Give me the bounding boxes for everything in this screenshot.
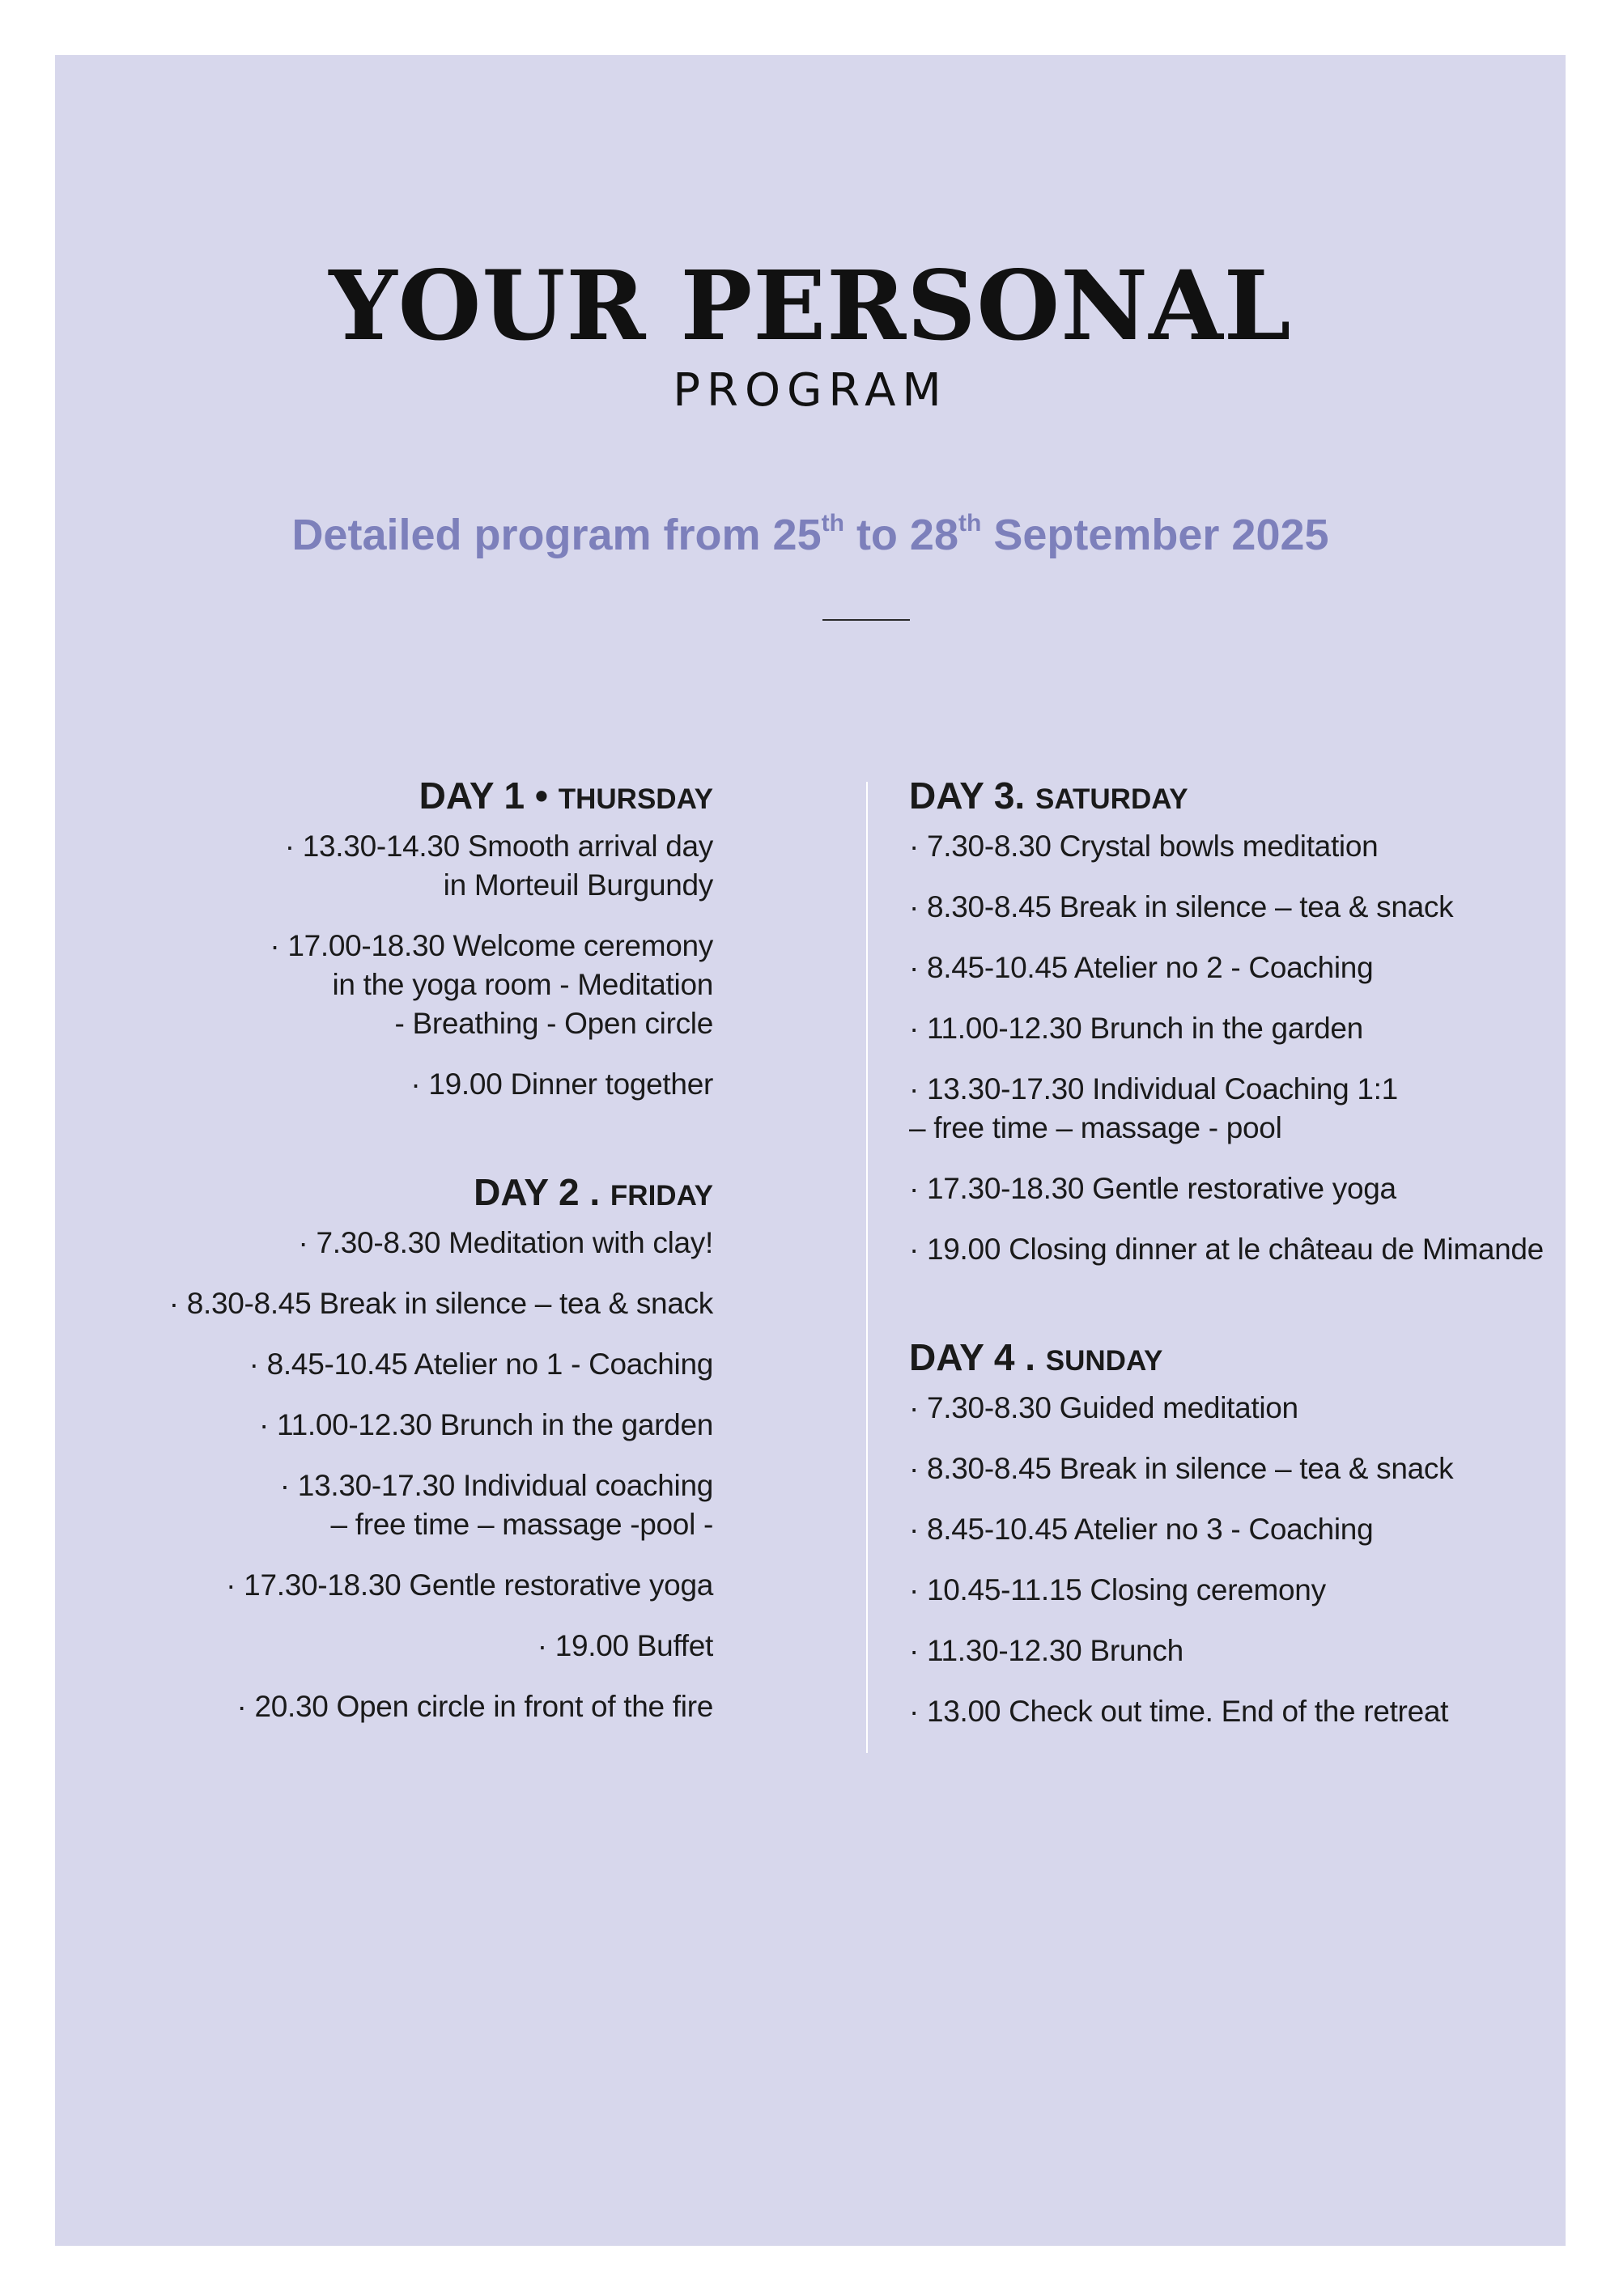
day-4-heading xyxy=(909,1335,1605,1379)
day-3-separator xyxy=(1025,775,1035,817)
schedule-item xyxy=(909,1571,1605,1610)
schedule-item-line: in Morteuil Burgundy xyxy=(443,868,713,902)
schedule-item-line: · 7.30-8.30 Guided meditation xyxy=(909,1391,1298,1424)
schedule-item-line: · 17.30-18.30 Gentle restorative yoga xyxy=(909,1172,1396,1205)
schedule-item-line: · 7.30-8.30 Crystal bowls meditation xyxy=(909,830,1379,863)
schedule-item xyxy=(909,827,1605,866)
day-2-name: FRIDAY xyxy=(610,1180,713,1212)
day-4-number: DAY 4 xyxy=(909,1336,1015,1378)
page-subtitle: PROGRAM xyxy=(673,364,948,417)
schedule-item-line: – free time – massage - pool xyxy=(909,1111,1282,1144)
schedule-item-line: in the yoga room - Meditation xyxy=(332,968,713,1001)
schedule-item-line: · 8.30-8.45 Break in silence – tea & snack xyxy=(909,1452,1454,1485)
day-4-name: SUNDAY xyxy=(1045,1345,1163,1377)
schedule-item-line: · 17.30-18.30 Gentle restorative yoga xyxy=(226,1568,713,1602)
day-1-name: THURSDAY xyxy=(558,783,713,815)
day-4-items xyxy=(909,1389,1605,1731)
schedule-item xyxy=(909,1230,1605,1269)
schedule-item-line: · 13.30-17.30 Individual Coaching 1:1 xyxy=(909,1072,1398,1106)
schedule-item-line: · 7.30-8.30 Meditation with clay! xyxy=(298,1226,713,1259)
schedule-item-line: · 13.30-14.30 Smooth arrival day xyxy=(284,830,713,863)
schedule-item-line: · 19.00 Closing dinner at le château de Mimande xyxy=(909,1233,1544,1266)
schedule-item xyxy=(909,1510,1605,1549)
schedule-item-line: · 13.30-17.30 Individual coaching xyxy=(279,1469,713,1502)
date-range xyxy=(55,510,1566,560)
day-1-separator: • xyxy=(525,775,559,817)
right-column xyxy=(909,774,1605,1753)
schedule-item-line: · 19.00 Dinner together xyxy=(410,1067,713,1101)
schedule-item-line: · 10.45-11.15 Closing ceremony xyxy=(909,1573,1326,1606)
left-column xyxy=(98,774,713,1748)
schedule-item-line: · 11.00-12.30 Brunch in the garden xyxy=(909,1012,1363,1045)
day-4-block xyxy=(909,1335,1605,1731)
schedule-item xyxy=(909,1009,1605,1048)
schedule-item xyxy=(98,1224,713,1263)
schedule-item xyxy=(98,1566,713,1605)
schedule-item xyxy=(98,1466,713,1544)
day-3-heading xyxy=(909,774,1605,817)
schedule-item-line: · 19.00 Buffet xyxy=(537,1629,713,1662)
schedule-item xyxy=(909,1449,1605,1488)
schedule-item-line: · 8.30-8.45 Break in silence – tea & snack xyxy=(168,1287,713,1320)
day-3-number: DAY 3. xyxy=(909,775,1026,817)
schedule-item-line: · 20.30 Open circle in front of the fire xyxy=(236,1690,713,1723)
day-1-number: DAY 1 xyxy=(419,775,525,817)
schedule-item-line: · 8.45-10.45 Atelier no 1 - Coaching xyxy=(249,1347,713,1381)
day-4-separator: . xyxy=(1014,1336,1046,1378)
schedule-item-line: · 8.45-10.45 Atelier no 3 - Coaching xyxy=(909,1513,1374,1546)
schedule-item xyxy=(98,1065,713,1104)
schedule-item xyxy=(909,1692,1605,1731)
schedule-item-line: · 8.45-10.45 Atelier no 2 - Coaching xyxy=(909,951,1374,984)
schedule-item-line: · 11.30-12.30 Brunch xyxy=(909,1634,1183,1667)
day-3-name: SATURDAY xyxy=(1035,783,1188,815)
day-2-heading xyxy=(98,1170,713,1214)
schedule-item xyxy=(98,1687,713,1726)
schedule-item xyxy=(909,1070,1605,1148)
schedule-item xyxy=(98,1284,713,1323)
program-panel xyxy=(55,55,1566,2246)
date-range-mid: to 28 xyxy=(843,511,958,559)
day-2-block xyxy=(98,1170,713,1726)
schedule-item-line: - Breathing - Open circle xyxy=(394,1007,713,1040)
day-3-block xyxy=(909,774,1605,1269)
schedule-item-line: · 8.30-8.45 Break in silence – tea & snack xyxy=(909,890,1454,923)
day-2-separator: . xyxy=(579,1171,610,1213)
day-1-block xyxy=(98,774,713,1104)
schedule-item xyxy=(909,888,1605,927)
schedule-item xyxy=(909,1389,1605,1428)
schedule-item xyxy=(98,1345,713,1384)
schedule-item-line: · 17.00-18.30 Welcome ceremony xyxy=(270,929,713,962)
schedule-item-line: · 11.00-12.30 Brunch in the garden xyxy=(259,1408,713,1441)
day-1-heading xyxy=(98,774,713,817)
schedule-item-line: – free time – massage -pool - xyxy=(330,1508,713,1541)
schedule-item xyxy=(909,1632,1605,1670)
schedule-item xyxy=(98,927,713,1043)
schedule-item xyxy=(909,949,1605,987)
schedule-item xyxy=(909,1169,1605,1208)
title-divider xyxy=(822,619,910,621)
schedule-item xyxy=(98,1406,713,1445)
date-range-sup-end: th xyxy=(958,510,982,537)
day-3-items xyxy=(909,827,1605,1269)
day-2-number: DAY 2 xyxy=(474,1171,580,1213)
column-divider xyxy=(866,782,868,1753)
date-range-sup-start: th xyxy=(821,510,844,537)
day-2-items xyxy=(98,1224,713,1726)
schedule-item xyxy=(98,827,713,905)
schedule-item-line: · 13.00 Check out time. End of the retreat xyxy=(909,1695,1449,1728)
day-1-items xyxy=(98,827,713,1104)
page-title: YOUR PERSONAL xyxy=(329,249,1292,362)
date-range-suffix: September 2025 xyxy=(981,511,1329,559)
schedule-item xyxy=(98,1627,713,1666)
date-range-prefix: Detailed program from 25 xyxy=(291,511,822,559)
